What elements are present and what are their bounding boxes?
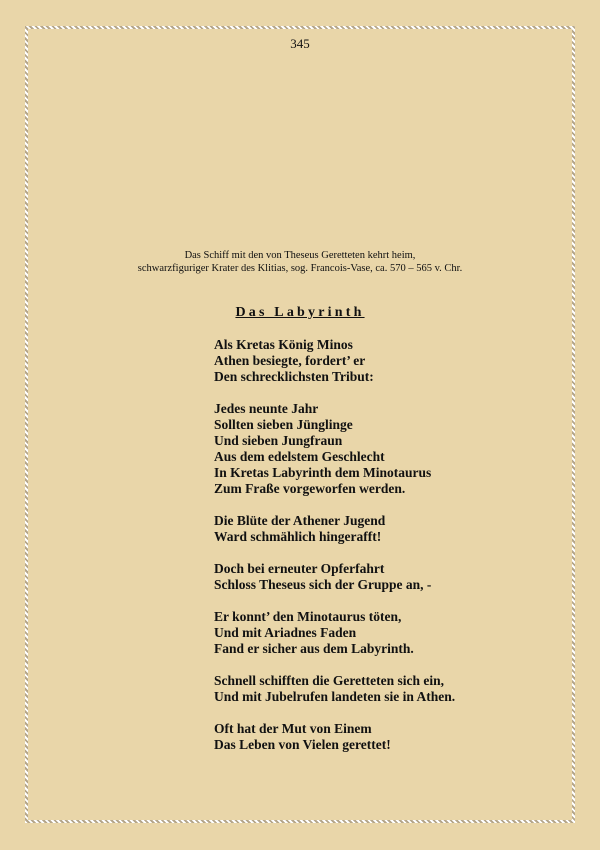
poem-line: Doch bei erneuter Opferfahrt [214,561,385,576]
poem-body [214,337,455,769]
caption-line: schwarzfiguriger Krater des Klitias, sog. Francois-Vase, ca. 570 – 565 v. Chr. [137,263,463,274]
poem-stanza [214,561,455,593]
poem-line: Schnell schifften die Geretteten sich ein, [214,673,444,688]
poem-stanza [214,673,455,705]
poem-line: Fand er sicher aus dem Labyrinth. [214,641,414,656]
poem-stanza [214,337,455,385]
poem-line: Athen besiegte, fordert’ er [214,353,366,368]
poem-line: Jedes neunte Jahr [214,401,319,416]
poem-line: In Kretas Labyrinth dem Minotaurus [214,465,432,480]
poem-stanza [214,401,455,497]
page-number: 345 [290,36,310,51]
poem-line: Das Leben von Vielen gerettet! [214,737,391,752]
poem-line: Sollten sieben Jünglinge [214,417,353,432]
poem-line: Und sieben Jungfraun [214,433,343,448]
poem-line: Aus dem edelstem Geschlecht [214,449,385,464]
poem-line: Und mit Ariadnes Faden [214,625,357,640]
caption-line: Das Schiff mit den von Theseus Geretteten kehrt heim, [184,250,416,261]
poem-line: Zum Fraße vorgeworfen werden. [214,481,406,496]
poem-line: Und mit Jubelrufen landeten sie in Athen. [214,689,456,704]
poem-title: Das Labyrinth [235,305,365,320]
image-caption [0,249,600,275]
poem-line: Ward schmählich hingerafft! [214,529,382,544]
poem-line: Die Blüte der Athener Jugend [214,513,386,528]
poem-stanza [214,513,455,545]
poem-stanza [214,609,455,657]
poem-line: Den schrecklichsten Tribut: [214,369,374,384]
poem-stanza [214,721,455,753]
poem-line: Als Kretas König Minos [214,337,353,352]
poem-line: Schloss Theseus sich der Gruppe an, - [214,577,432,592]
poem-line: Oft hat der Mut von Einem [214,721,372,736]
poem-line: Er konnt’ den Minotaurus töten, [214,609,402,624]
